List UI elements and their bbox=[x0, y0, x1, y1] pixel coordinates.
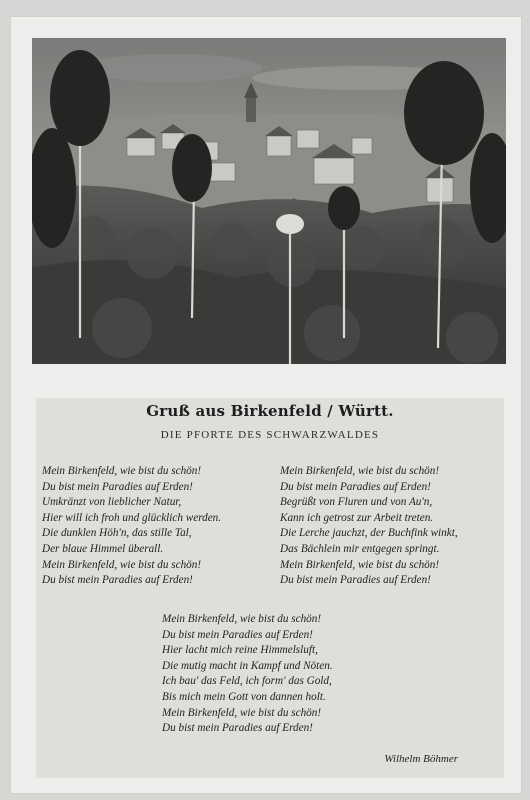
verse-line: Die dunklen Höh'n, das stille Tal, bbox=[42, 527, 192, 540]
postcard bbox=[10, 16, 522, 794]
page-title: Gruß aus Birkenfeld / Württ. bbox=[146, 402, 394, 420]
landscape-picture bbox=[32, 38, 506, 364]
verse-line: Hier lacht mich reine Himmelsluft, bbox=[162, 644, 318, 657]
verse-line: Du bist mein Paradies auf Erden! bbox=[280, 480, 431, 493]
verse-line: Die mutig macht in Kampf und Nöten. bbox=[162, 659, 333, 672]
verse-line: Mein Birkenfeld, wie bist du schön! bbox=[42, 465, 202, 477]
verse-line: Du bist mein Paradies auf Erden! bbox=[42, 480, 193, 493]
verse-center bbox=[162, 612, 333, 737]
verse-line: Mein Birkenfeld, wie bist du schön! bbox=[42, 558, 202, 571]
verse-line: Du bist mein Paradies auf Erden! bbox=[280, 574, 431, 587]
verse-line: Hier will ich froh und glücklich werden. bbox=[42, 511, 222, 524]
verse-line: Mein Birkenfeld, wie bist du schön! bbox=[280, 465, 440, 477]
verse-right bbox=[280, 464, 458, 589]
verse-line: Du bist mein Paradies auf Erden! bbox=[162, 722, 313, 735]
verse-line: Mein Birkenfeld, wie bist du schön! bbox=[162, 706, 322, 719]
verse-line: Mein Birkenfeld, wie bist du schön! bbox=[280, 558, 440, 571]
verse-line: Der blaue Himmel überall. bbox=[42, 542, 164, 555]
poem-panel bbox=[36, 398, 504, 778]
verse-line: Bis mich mein Gott von dannen holt. bbox=[162, 690, 326, 703]
verse-line: Umkränzt von lieblicher Natur, bbox=[42, 496, 182, 509]
verse-left bbox=[42, 464, 221, 589]
verse-line: Mein Birkenfeld, wie bist du schön! bbox=[162, 613, 322, 625]
town-photo bbox=[32, 38, 506, 364]
page-subtitle: DIE PFORTE DES SCHWARZWALDES bbox=[160, 429, 380, 441]
verse-line: Du bist mein Paradies auf Erden! bbox=[162, 628, 313, 641]
verse-line: Die Lerche jauchzt, der Buchfink winkt, bbox=[280, 527, 458, 540]
verse-line: Begrüßt von Fluren und von Au'n, bbox=[280, 496, 433, 509]
verse-line: Du bist mein Paradies auf Erden! bbox=[42, 574, 193, 587]
verse-line: Ich bau' das Feld, ich form' das Gold, bbox=[162, 675, 332, 688]
verse-line: Kann ich getrost zur Arbeit treten. bbox=[280, 511, 434, 524]
author-signature: Wilhelm Böhmer bbox=[384, 753, 458, 765]
verse-line: Das Bächlein mir entgegen springt. bbox=[280, 542, 440, 555]
